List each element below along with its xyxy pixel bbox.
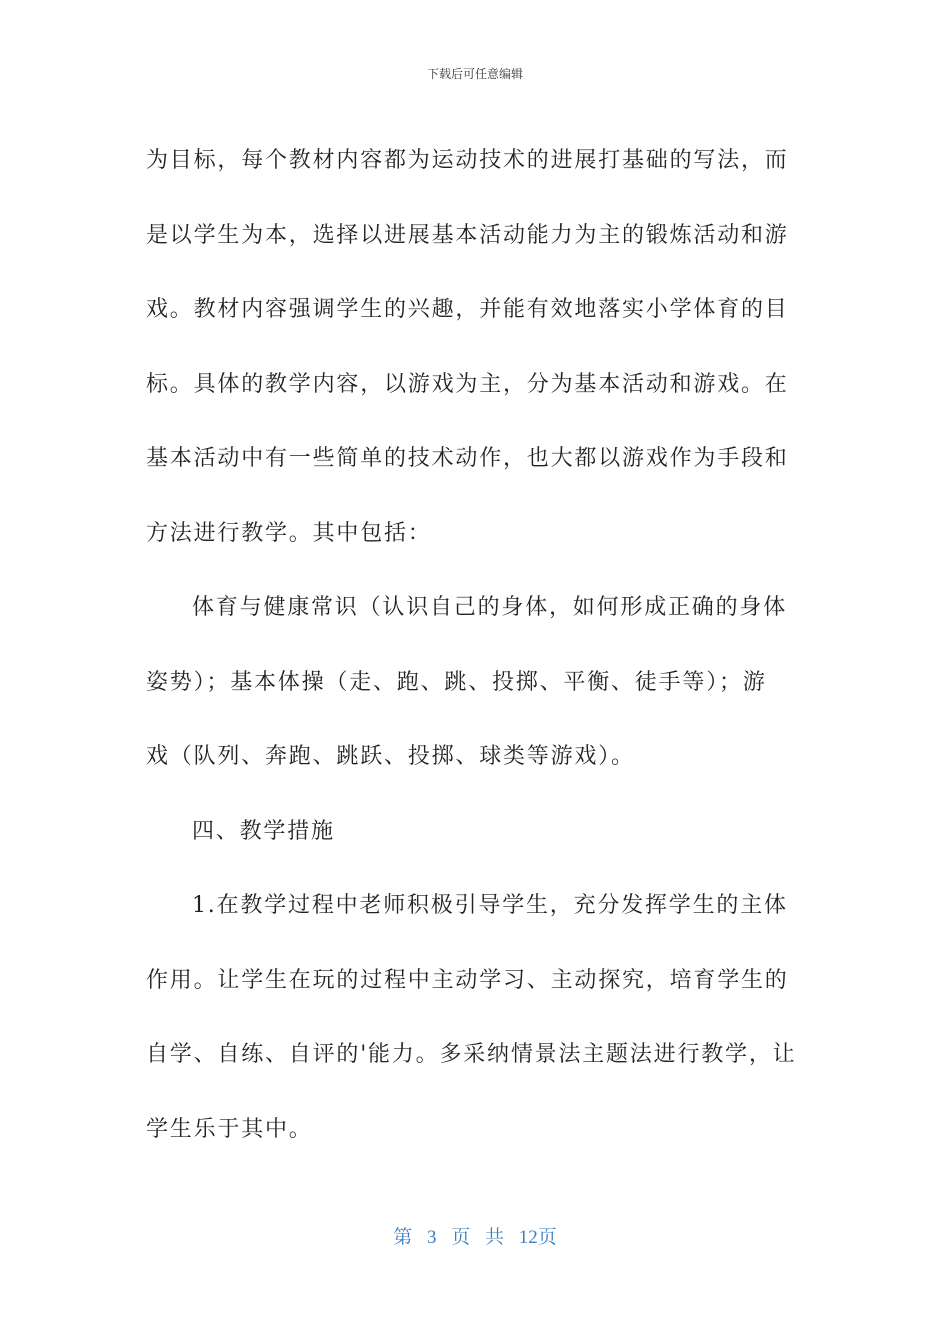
paragraph-line: 是以学生为本，选择以进展基本活动能力为主的锻炼活动和游: [146, 222, 789, 248]
footer-label-total: 共: [485, 1227, 505, 1248]
footer-label-of: 页: [451, 1227, 471, 1248]
paragraph-line: 方法进行教学。其中包括：: [146, 520, 432, 546]
paragraph-line: 戏（队列、奔跑、跳跃、投掷、球类等游戏）。: [146, 744, 635, 769]
paragraph-line: 体育与健康常识（认识自己的身体，如何形成正确的身体: [192, 595, 788, 620]
paragraph-line: 为目标，每个教材内容都为运动技术的进展打基础的写法，而: [146, 148, 789, 173]
paragraph-line: 自学、自练、自评的'能力。多采纳情景法主题法进行教学，让: [146, 1042, 797, 1067]
paragraph-line: 姿势）；基本体操（走、跑、跳、投掷、平衡、徒手等）；游: [146, 669, 767, 695]
paragraph-line: 标。具体的教学内容，以游戏为主，分为基本活动和游戏。在: [146, 371, 789, 397]
page-number-footer: [0, 1226, 950, 1250]
paragraph-line: 基本活动中有一些简单的技术动作，也大都以游戏作为手段和: [146, 446, 789, 471]
footer-label-page: 第: [393, 1227, 413, 1248]
paragraph-line: 1.在教学过程中老师积极引导学生，充分发挥学生的主体: [192, 893, 788, 918]
section-heading: 四、教学措施: [192, 818, 335, 844]
document-body: [146, 124, 806, 1167]
footer-total-pages: 12页: [518, 1227, 557, 1248]
paragraph-line: 学生乐于其中。: [146, 1116, 313, 1142]
page-header: 下载后可任意编辑: [426, 67, 523, 81]
footer-current-page: 3: [426, 1227, 437, 1248]
paragraph-line: 作用。让学生在玩的过程中主动学习、主动探究，培育学生的: [146, 967, 789, 993]
paragraph-line: 戏。教材内容强调学生的兴趣，并能有效地落实小学体育的目: [146, 297, 789, 322]
